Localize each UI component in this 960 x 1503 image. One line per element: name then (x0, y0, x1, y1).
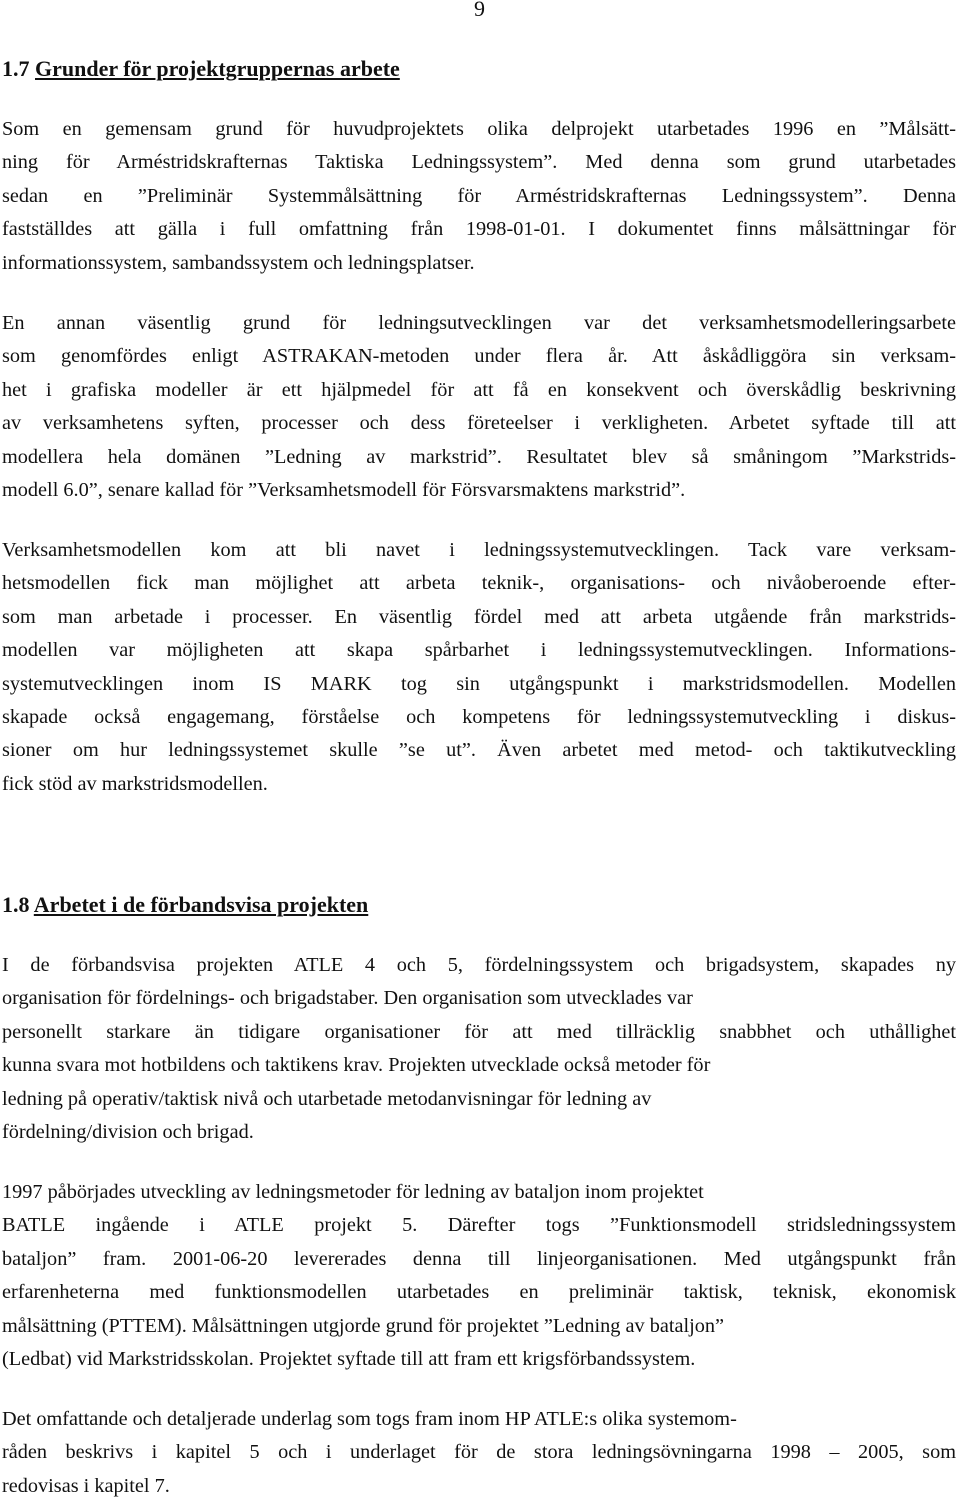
text-line: 1997 påbörjades utveckling av ledningsmetoder för ledning av bataljon inom projektet (2, 1181, 704, 1203)
text-line: modell 6.0”, senare kallad för ”Verksamhetsmodell för Försvarsmaktens markstrid”. (2, 479, 686, 502)
section-heading (2, 56, 400, 82)
text-line: av verksamhetens syften, processer och dess företeelser i verkligheten. Arbetet syftade till att (2, 412, 956, 435)
text-line: kunna svara mot hotbildens och taktikens krav. Projekten utvecklade också metoder för (2, 1054, 711, 1077)
text-line: hetsmodellen fick man möjlighet att arbeta teknik-, organisations- och nivåoberoende efter- (2, 572, 956, 595)
section-heading (2, 892, 368, 918)
text-line: fördelning/division och brigad. (2, 1121, 254, 1144)
paragraph (2, 949, 956, 1149)
section-number: 1.8 (2, 892, 30, 917)
text-line: sioner om hur ledningssystemet skulle ”se ut”. Även arbetet med metod- och taktikutveckling (2, 739, 956, 762)
text-line: het i grafiska modeller är ett hjälpmedel för att få en konsekvent och överskådlig beskrivning (2, 378, 956, 401)
text-line: modellera hela domänen ”Ledning av markstrid”. Resultatet blev så småningom ”Markstrids- (2, 445, 956, 468)
text-line: modellen var möjligheten att skapa spårbarhet i ledningssystemutvecklingen. Informations- (2, 639, 956, 662)
text-line: Som en gemensam grund för huvudprojektets olika delprojekt utarbetades 1996 en ”Målsätt- (2, 118, 956, 140)
paragraph (2, 113, 956, 280)
paragraph (2, 534, 956, 801)
text-line: som genomfördes enligt ASTRAKAN-metoden under flera år. Att åskådliggöra sin verksam- (2, 345, 956, 368)
text-line: råden beskrivs i kapitel 5 och i underlaget för de stora ledningsövningarna 1998 – 2005, som (2, 1441, 956, 1464)
text-line: I de förbandsvisa projekten ATLE 4 och 5, fördelningssystem och brigadsystem, skapades ny (2, 954, 956, 976)
section-title: Grunder för projektgruppernas arbete (35, 56, 400, 81)
paragraph (2, 1176, 956, 1376)
section-number: 1.7 (2, 56, 30, 81)
text-line: BATLE ingående i ATLE projekt 5. Därefter togs ”Funktionsmodell stridsledningssystem (2, 1214, 956, 1237)
text-line: informationssystem, sambandssystem och ledningsplatser. (2, 251, 475, 274)
text-line: redovisas i kapitel 7. (2, 1474, 170, 1497)
text-line: personellt starkare än tidigare organisationer för att med tillräcklig snabbhet och uthållighet (2, 1020, 956, 1043)
text-line: En annan väsentlig grund för ledningsutvecklingen var det verksamhetsmodelleringsarbete (2, 312, 956, 334)
text-line: ning för Arméstridskrafternas Taktiska Ledningssystem”. Med denna som grund utarbetades (2, 151, 956, 174)
text-line: Verksamhetsmodellen kom att bli navet i ledningssystemutvecklingen. Tack vare verksam- (2, 539, 956, 561)
page-number: 9 (474, 0, 485, 21)
text-line: sedan en ”Preliminär Systemmålsättning för Arméstridskrafternas Ledningssystem”. Denna (2, 184, 956, 207)
paragraph (2, 307, 956, 507)
text-line: målsättning (PTTEM). Målsättningen utgjorde grund för projektet ”Ledning av bataljon” (2, 1314, 725, 1337)
text-line: fick stöd av markstridsmodellen. (2, 772, 268, 795)
text-line: ledning på operativ/taktisk nivå och utarbetade metodanvisningar för ledning av (2, 1087, 652, 1110)
paragraph (2, 1403, 956, 1503)
text-line: systemutvecklingen inom IS MARK tog sin utgångspunkt i markstridsmodellen. Modellen (2, 672, 956, 695)
text-line: bataljon” fram. 2001-06-20 levererades denna till linjeorganisationen. Med utgångspunkt från (2, 1247, 956, 1270)
section-title: Arbetet i de förbandsvisa projekten (33, 892, 369, 917)
text-line: (Ledbat) vid Markstridsskolan. Projektet syftade till att fram ett krigsförbandssystem. (2, 1348, 696, 1371)
text-line: erfarenheterna med funktionsmodellen utarbetades en preliminär taktisk, teknisk, ekonomisk (2, 1281, 956, 1304)
text-line: som man arbetade i processer. En väsentlig fördel med att arbeta utgående från markstrids- (2, 605, 956, 628)
text-line: organisation för fördelnings- och brigadstaber. Den organisation som utvecklades var (2, 987, 693, 1010)
text-line: skapade också engagemang, förståelse och kompetens för ledningssystemutveckling i diskus- (2, 706, 956, 729)
text-line: Det omfattande och detaljerade underlag som togs fram inom HP ATLE:s olika systemom- (2, 1408, 737, 1430)
text-line: fastställdes att gälla i full omfattning från 1998-01-01. I dokumentet finns målsättningar för (2, 218, 956, 241)
